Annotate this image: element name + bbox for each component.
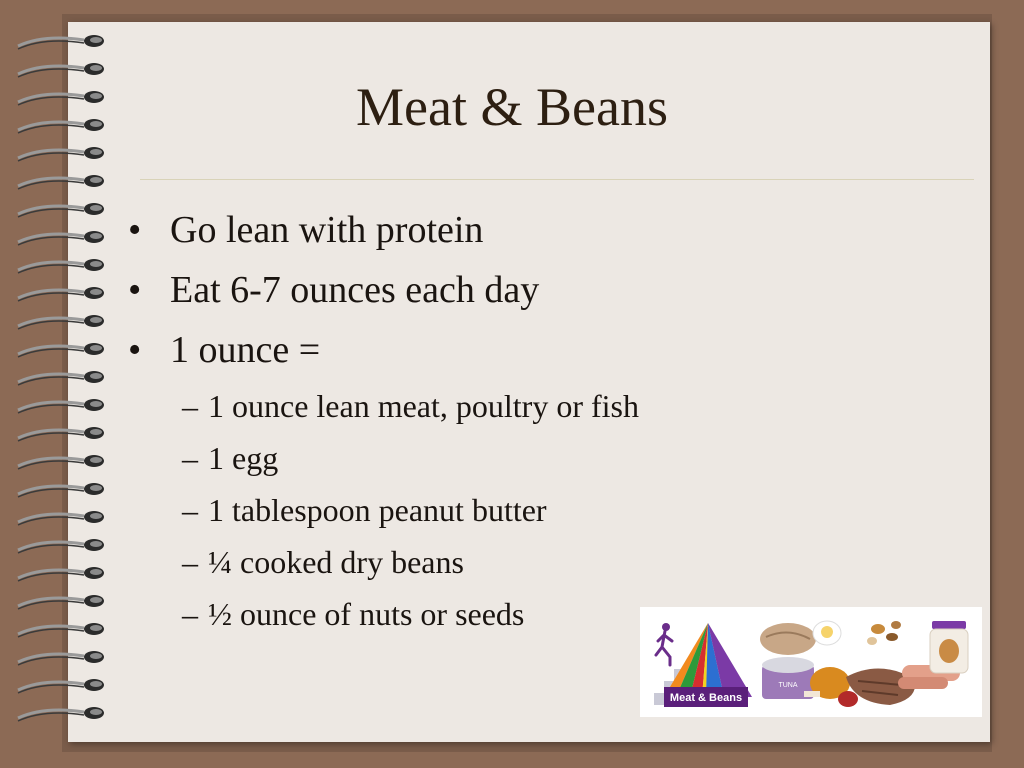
bullet-marker: •	[128, 329, 142, 371]
sub-bullet-text: 1 tablespoon peanut butter	[208, 492, 547, 528]
spiral-ring	[18, 35, 104, 49]
spiral-ring	[18, 399, 104, 413]
egg-icon	[813, 621, 841, 645]
sub-bullet-item	[128, 380, 768, 432]
spiral-ring	[18, 315, 104, 329]
spiral-ring	[18, 623, 104, 637]
nuts-icon	[867, 621, 901, 645]
sub-bullet-item	[128, 484, 768, 536]
bullet-text: Go lean with protein	[170, 209, 484, 251]
spiral-ring	[18, 595, 104, 609]
spiral-ring	[18, 203, 104, 217]
spiral-ring	[18, 287, 104, 301]
meat-beans-illustration	[640, 607, 982, 717]
spiral-ring	[18, 511, 104, 525]
sub-bullet-text: ½ ounce of nuts or seeds	[208, 596, 525, 632]
bullet-text: Eat 6-7 ounces each day	[170, 269, 540, 311]
bullet-item	[128, 200, 768, 260]
bullet-item	[128, 320, 768, 380]
sub-bullet-marker: –	[182, 388, 198, 424]
spiral-ring	[18, 651, 104, 665]
sub-bullet-marker: –	[182, 440, 198, 476]
spiral-ring	[18, 147, 104, 161]
tuna-can-label: TUNA	[778, 682, 798, 689]
spiral-ring	[18, 343, 104, 357]
sub-bullet-text: 1 ounce lean meat, poultry or fish	[208, 388, 639, 424]
spiral-ring	[18, 63, 104, 77]
sub-bullet-text: ¼ cooked dry beans	[208, 544, 464, 580]
spiral-ring	[18, 539, 104, 553]
bullet-marker: •	[128, 209, 142, 251]
bullet-item	[128, 260, 768, 320]
spiral-ring	[18, 483, 104, 497]
bullet-text: 1 ounce =	[170, 329, 321, 371]
spiral-ring	[18, 567, 104, 581]
spiral-ring	[18, 371, 104, 385]
sub-bullet-marker: –	[182, 596, 198, 632]
spiral-ring	[18, 259, 104, 273]
pyramid-label: Meat & Beans	[669, 692, 743, 704]
food-pyramid-icon	[664, 623, 752, 697]
spiral-ring	[18, 707, 104, 721]
spiral-ring	[18, 679, 104, 693]
sub-bullet-item	[128, 536, 768, 588]
peanut-butter-jar-icon	[930, 621, 968, 673]
slide-content	[128, 200, 768, 640]
spiral-ring	[18, 175, 104, 189]
title-divider	[140, 179, 974, 180]
bullet-marker: •	[128, 269, 142, 311]
sub-bullet-marker: –	[182, 544, 198, 580]
spiral-ring	[18, 231, 104, 245]
sub-bullet-text: 1 egg	[208, 440, 279, 476]
spiral-ring	[18, 427, 104, 441]
food-group-graphic	[640, 607, 982, 717]
spiral-ring	[18, 455, 104, 469]
fish-steak-icon	[760, 623, 816, 655]
sub-bullet-marker: –	[182, 492, 198, 528]
slide-title: Meat & Beans	[356, 77, 668, 137]
sub-bullet-item	[128, 432, 768, 484]
